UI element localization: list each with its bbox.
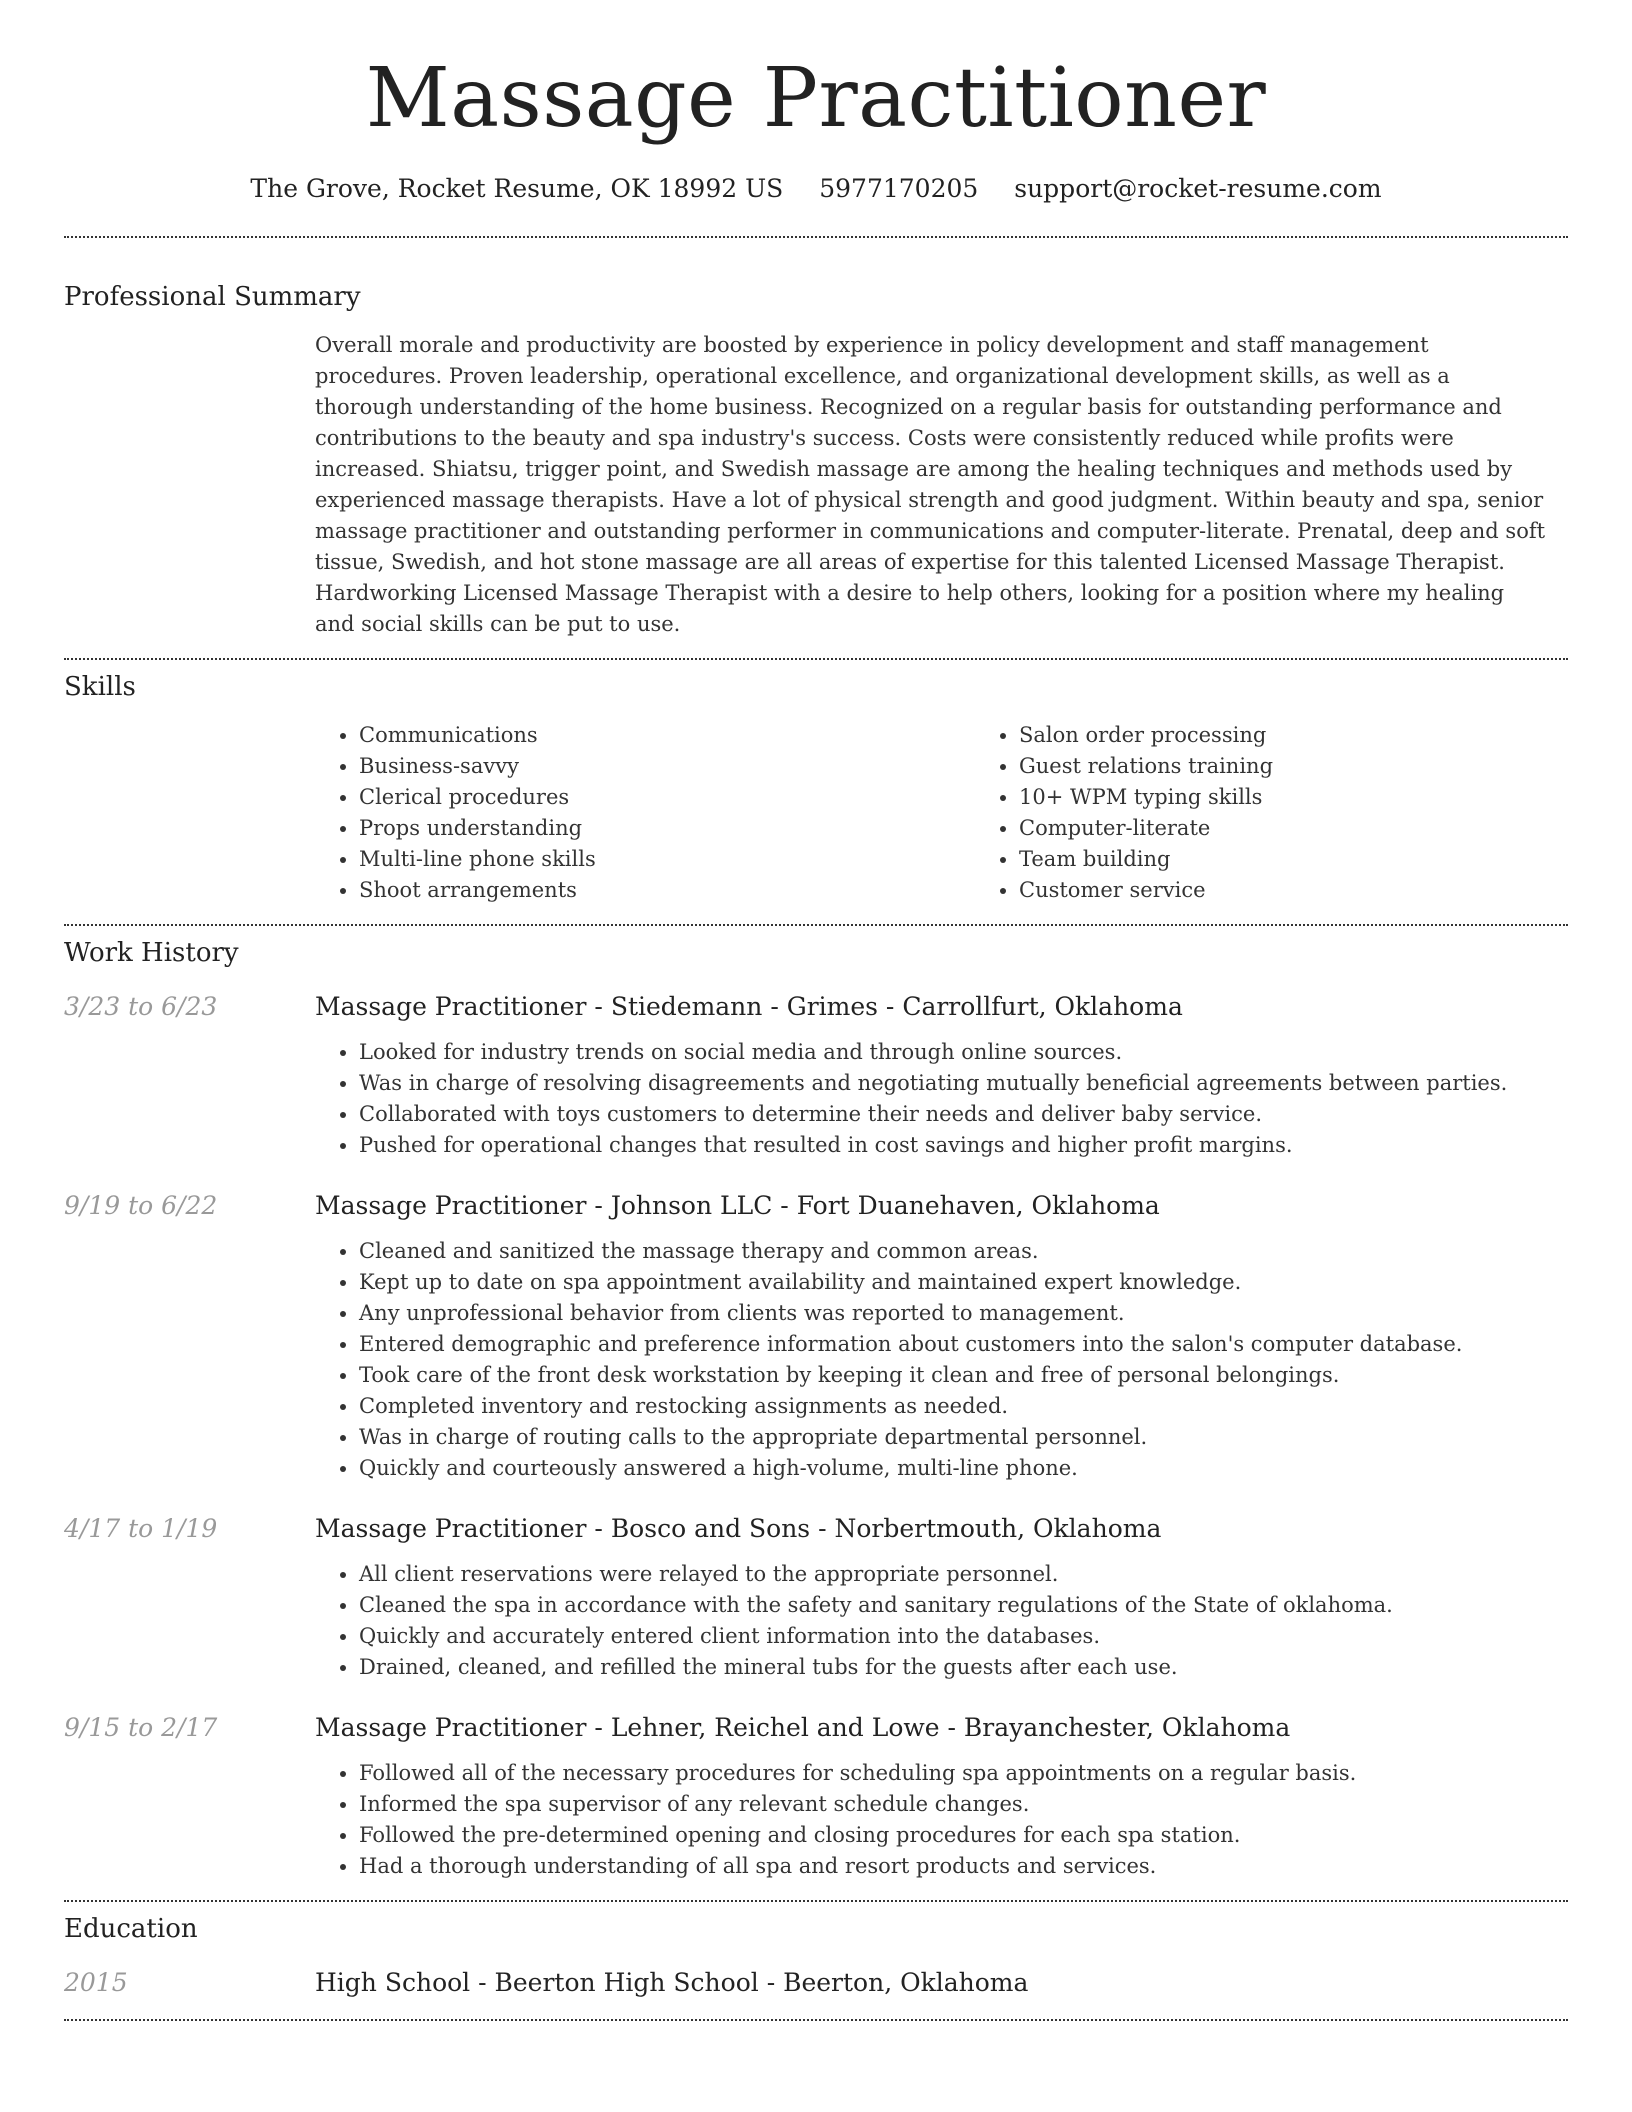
job-dates: 4/17 to 1/19 — [64, 1514, 218, 1543]
job-duty: • Pushed for operational changes that resulted in cost savings and higher profit margins. — [359, 1130, 1568, 1161]
skill-item: • Clerical procedures — [359, 782, 975, 813]
contact-line — [64, 174, 1568, 203]
job-duties — [315, 1559, 1568, 1683]
divider — [64, 236, 1568, 238]
education-entry — [64, 1968, 1568, 1997]
skill-item: • Props understanding — [359, 813, 975, 844]
job-dates: 9/15 to 2/17 — [64, 1713, 218, 1742]
skill-item: • Team building — [1019, 844, 1632, 875]
job-duties — [315, 1037, 1568, 1161]
skill-item: • Guest relations training — [1019, 751, 1632, 782]
skill-item: • Shoot arrangements — [359, 875, 975, 906]
skill-item: • Communications — [359, 720, 975, 751]
job-duty: • Looked for industry trends on social media and through online sources. — [359, 1037, 1568, 1068]
job-duty: • Cleaned the spa in accordance with the safety and sanitary regulations of the State of oklahoma. — [359, 1590, 1568, 1621]
job-duty: • Completed inventory and restocking assignments as needed. — [359, 1391, 1568, 1422]
contact-email: support@rocket-resume.com — [1014, 174, 1382, 203]
job-duty: • Followed all of the necessary procedures for scheduling spa appointments on a regular basis. — [359, 1758, 1568, 1789]
job-duty: • Was in charge of resolving disagreements and negotiating mutually beneficial agreements between parties. — [359, 1068, 1568, 1099]
job-duty: • Had a thorough understanding of all spa and resort products and services. — [359, 1851, 1568, 1882]
skills-heading: Skills — [64, 672, 136, 702]
skill-item: • Customer service — [1019, 875, 1632, 906]
skills-left-spacer — [64, 720, 315, 906]
job-entry — [64, 1191, 1568, 1484]
summary-text: Overall morale and productivity are boosted by experience in policy development and staff management procedures. Proven leadership, operational excellence, and organizational development skills, as well as a thorough understanding of the home business. Recognized on a regular basis for outstanding performance and contributions to the beauty and spa industry's success. Costs were consistently reduced while profits were increased. Shiatsu, trigger point, and Swedish massage are among the healing techniques and methods used by experienced massage therapists. Have a lot of physical strength and good judgment. Within beauty and spa, senior massage practitioner and outstanding performer in communications and computer-literate. Prenatal, deep and soft tissue, Swedish, and hot stone massage are all areas of expertise for this talented Licensed Massage Therapist. Hardworking Licensed Massage Therapist with a desire to help others, looking for a position where my healing and social skills can be put to use. — [315, 333, 1546, 636]
skill-item: • Salon order processing — [1019, 720, 1632, 751]
job-duty: • Was in charge of routing calls to the appropriate departmental personnel. — [359, 1422, 1568, 1453]
summary-left-spacer — [64, 330, 315, 640]
skills-list-right — [975, 720, 1632, 906]
job-title: Massage Practitioner - Johnson LLC - Fort Duanehaven, Oklahoma — [315, 1191, 1160, 1220]
divider — [64, 1900, 1568, 1902]
education-title: High School - Beerton High School - Beerton, Oklahoma — [315, 1968, 1029, 1997]
job-duties — [315, 1758, 1568, 1882]
job-duty: • Any unprofessional behavior from clients was reported to management. — [359, 1298, 1568, 1329]
skill-item: • Business-savvy — [359, 751, 975, 782]
job-duty: • Entered demographic and preference information about customers into the salon's computer database. — [359, 1329, 1568, 1360]
job-entry — [64, 1713, 1568, 1882]
summary-heading: Professional Summary — [64, 282, 361, 312]
skill-item: • Multi-line phone skills — [359, 844, 975, 875]
skills-section — [64, 720, 1568, 906]
job-duty: • Collaborated with toys customers to determine their needs and deliver baby service. — [359, 1099, 1568, 1130]
job-duty: • Drained, cleaned, and refilled the mineral tubs for the guests after each use. — [359, 1652, 1568, 1683]
job-duty: • Quickly and courteously answered a high-volume, multi-line phone. — [359, 1453, 1568, 1484]
skill-item: • Computer-literate — [1019, 813, 1632, 844]
job-dates: 9/19 to 6/22 — [64, 1191, 218, 1220]
divider — [64, 924, 1568, 926]
job-duty: • Informed the spa supervisor of any relevant schedule changes. — [359, 1789, 1568, 1820]
job-duty: • Took care of the front desk workstation by keeping it clean and free of personal belongings. — [359, 1360, 1568, 1391]
education-heading: Education — [64, 1914, 198, 1944]
job-duty: • Followed the pre-determined opening and closing procedures for each spa station. — [359, 1820, 1568, 1851]
contact-phone: 5977170205 — [819, 174, 979, 203]
job-duty: • Quickly and accurately entered client information into the databases. — [359, 1621, 1568, 1652]
job-title: Massage Practitioner - Lehner, Reichel and Lowe - Brayanchester, Oklahoma — [315, 1713, 1291, 1742]
job-duty: • All client reservations were relayed to the appropriate personnel. — [359, 1559, 1568, 1590]
job-dates: 3/23 to 6/23 — [64, 992, 218, 1021]
job-title: Massage Practitioner - Bosco and Sons - Norbertmouth, Oklahoma — [315, 1514, 1162, 1543]
job-title: Massage Practitioner - Stiedemann - Grimes - Carrollfurt, Oklahoma — [315, 992, 1183, 1021]
contact-address: The Grove, Rocket Resume, OK 18992 US — [250, 174, 784, 203]
resume-name: Massage Practitioner — [365, 51, 1267, 146]
job-duty: • Kept up to date on spa appointment availability and maintained expert knowledge. — [359, 1267, 1568, 1298]
divider — [64, 2019, 1568, 2021]
skill-item: • 10+ WPM typing skills — [1019, 782, 1632, 813]
skills-list-left — [315, 720, 975, 906]
job-entry — [64, 1514, 1568, 1683]
job-duty: • Cleaned and sanitized the massage therapy and common areas. — [359, 1236, 1568, 1267]
job-entry — [64, 992, 1568, 1161]
summary-section — [64, 330, 1568, 640]
job-duties — [315, 1236, 1568, 1484]
divider — [64, 658, 1568, 660]
education-year: 2015 — [64, 1968, 128, 1997]
work-heading: Work History — [64, 938, 239, 968]
